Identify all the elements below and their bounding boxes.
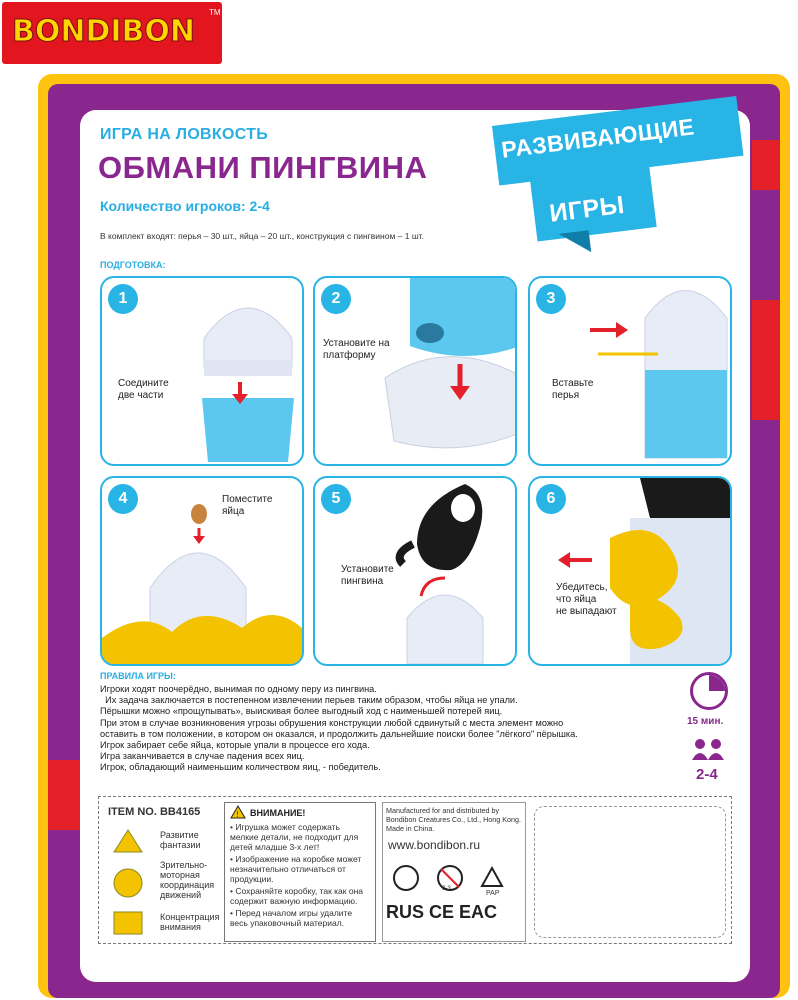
trademark: TM <box>209 8 221 17</box>
feature-label: Концентрация внимания <box>160 912 220 932</box>
banner-line2: ИГРЫ <box>548 190 627 228</box>
red-side-tab <box>48 760 80 830</box>
rules-line: оставить в том положении, в котором он оказался, и продолжить дальнейшие поиски более "лёгкого" пёрышка. <box>100 728 578 739</box>
red-side-tab <box>752 300 780 420</box>
warning-item: • Перед началом игры удалите весь упаковочный материал. <box>230 908 353 928</box>
game-kicker: ИГРА НА ЛОВКОСТЬ <box>100 126 269 143</box>
fantasy-icon <box>110 826 146 861</box>
barcode-area <box>534 806 726 938</box>
step-panel-6 <box>528 476 732 666</box>
rules-heading: ПРАВИЛА ИГРЫ: <box>100 671 176 681</box>
coordination-icon <box>110 866 146 905</box>
step-caption: Установите на платформу <box>323 338 390 361</box>
step-number: 2 <box>321 284 351 314</box>
kit-contents: В комплект входят: перья – 30 шт., яйца – 20 шт., конструкция с пингвином – 1 шт. <box>100 231 424 241</box>
step-number: 1 <box>108 284 138 314</box>
step-panel-4 <box>100 476 304 666</box>
step-caption: Установите пингвина <box>341 564 394 587</box>
warning-list <box>230 822 370 930</box>
feature-label: Развитие фантазии <box>160 830 201 850</box>
red-side-tab <box>752 140 780 190</box>
play-time: 15 мин. <box>687 716 724 727</box>
svg-text:!: ! <box>236 810 239 819</box>
certification-marks: RUS CE EAC <box>386 902 498 922</box>
step-panel-1 <box>100 276 304 466</box>
rules-line: Их задача заключается в постепенном извлечении перьев таким образом, чтобы яйца не упали. <box>100 695 518 706</box>
rules-line: Игроки ходят поочерёдно, вынимая по одному перу из пингвина. <box>100 684 377 694</box>
rules-line: Игрок, обладающий наименьшим количеством яиц, - победитель. <box>100 762 381 773</box>
brand-logo-text: BONDIBON <box>12 14 196 49</box>
players-count: Количество игроков: 2-4 <box>100 198 270 214</box>
players-range: 2-4 <box>696 766 718 783</box>
warning-item: • Изображение на коробке может незначительно отличаться от продукции. <box>230 854 362 884</box>
warning-item: • Сохраняйте коробку, так как она содержит важную информацию. <box>230 886 364 906</box>
step-caption: Соедините две части <box>118 378 169 401</box>
brand-logo <box>2 2 222 64</box>
warning-item: • Игрушка может содержать мелкие детали, не подходит для детей младше 3-х лет! <box>230 822 359 852</box>
game-title: ОБМАНИ ПИНГВИНА <box>98 150 428 185</box>
step-caption: Вставьте перья <box>552 378 594 401</box>
manufacturer-text: Manufactured for and distributed by Bondibon Creatures Co., Ltd., Hong Kong. Made in China. <box>386 806 522 833</box>
pap-mark: PAP <box>486 890 500 897</box>
item-number: ITEM NO. BB4165 <box>108 806 201 818</box>
step-panel-2 <box>313 276 517 466</box>
website-url: www.bondibon.ru <box>388 838 481 852</box>
small-parts-icons <box>392 864 522 901</box>
step-number: 4 <box>108 484 138 514</box>
warning-heading: ВНИМАНИЕ! <box>250 808 306 818</box>
step-panel-3 <box>528 276 732 466</box>
banner-fold <box>559 230 591 255</box>
rules-line: Пёрышки можно «прощупывать», выискивая более выгодный ход с наименьшей потерей яиц. <box>100 706 503 717</box>
step-number: 3 <box>536 284 566 314</box>
step-number: 5 <box>321 484 351 514</box>
age-mark: 0-3 <box>442 886 451 892</box>
step-caption: Убедитесь, что яйца не выпадают <box>556 582 617 617</box>
rules-line: При этом в случае возникновения угрозы обрушения конструкции любой сдвинутый с места элемент можно <box>100 717 564 728</box>
rules-text <box>100 684 690 774</box>
rules-line: Игра заканчивается в случае падения всех яиц. <box>100 751 305 762</box>
players-icon <box>690 738 726 767</box>
step-panel-5 <box>313 476 517 666</box>
prep-heading: ПОДГОТОВКА: <box>100 260 166 270</box>
banner-line1: РАЗВИВАЮЩИЕ <box>500 113 696 163</box>
concentration-icon <box>110 908 146 943</box>
feature-label: Зрительно- моторная координация движений <box>160 860 215 900</box>
step-number: 6 <box>536 484 566 514</box>
clock-fill <box>693 675 725 707</box>
step-caption: Поместите яйца <box>222 494 273 517</box>
rules-line: Игрок забирает себе яйца, которые упали в процессе его хода. <box>100 740 370 751</box>
